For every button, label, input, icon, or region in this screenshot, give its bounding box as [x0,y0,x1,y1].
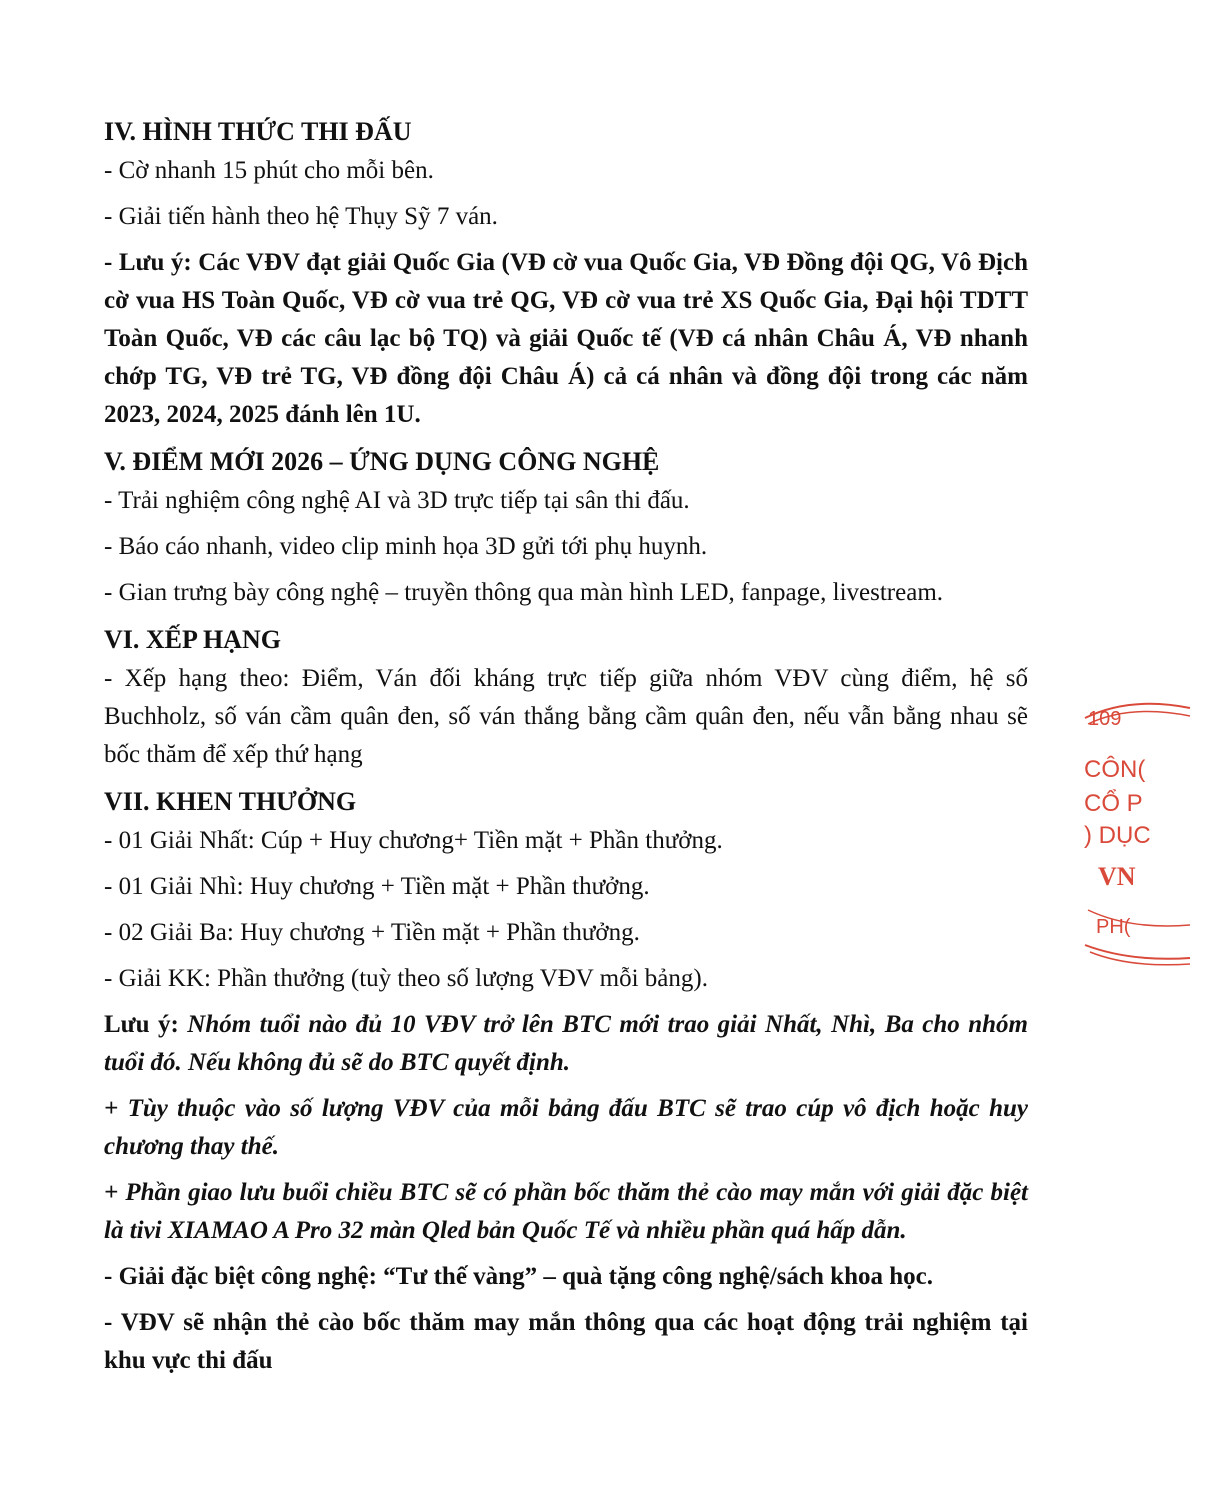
list-item: - 02 Giải Ba: Huy chương + Tiền mặt + Phần thưởng. [104,919,640,946]
note-label: Lưu ý: [104,1011,179,1038]
list-item: - Giải KK: Phần thưởng (tuỳ theo số lượng VĐV mỗi bảng). [104,965,708,992]
official-stamp [1070,690,1151,965]
section-vii-extra-1: + Tùy thuộc vào số lượng VĐV của mỗi bảng đấu BTC sẽ trao cúp vô địch hoặc huy chương thay thế. [104,1095,1028,1160]
stamp-text: 109 [1088,708,1122,730]
section-vii-extra-2: + Phần giao lưu buổi chiều BTC sẽ có phần bốc thăm thẻ cào may mắn với giải đặc biệt là tivi XIAMAO A Pro 32 màn Qled bản Quốc Tế và nhiều phần quá hấp dẫn. [104,1179,1028,1244]
section-vi-heading: VI. XẾP HẠNG [104,625,281,654]
section-vii-special: - Giải đặc biệt công nghệ: “Tư thế vàng” – quà tặng công nghệ/sách khoa học. [104,1263,933,1290]
section-v-heading: V. ĐIỂM MỚI 2026 – ỨNG DỤNG CÔNG NGHỆ [104,447,660,476]
list-item: - Trải nghiệm công nghệ AI và 3D trực tiếp tại sân thi đấu. [104,487,690,514]
list-item: - Cờ nhanh 15 phút cho mỗi bên. [104,157,434,184]
section-vii-heading: VII. KHEN THƯỞNG [104,787,357,816]
list-item: - Gian trưng bày công nghệ – truyền thông qua màn hình LED, fanpage, livestream. [104,579,944,606]
section-iv-note: - Lưu ý: Các VĐV đạt giải Quốc Gia (VĐ cờ vua Quốc Gia, VĐ Đồng đội QG, Vô Địch cờ vua HS Toàn Quốc, VĐ cờ vua trẻ QG, VĐ cờ vua trẻ XS Quốc Gia, Đại hội TDTT Toàn Quốc, VĐ các câu lạc bộ TQ) và giải Quốc tế (VĐ cá nhân Châu Á, VĐ nhanh chớp TG, VĐ trẻ TG, VĐ đồng đội Châu Á) cả cá nhân và đồng đội trong các năm 2023, 2024, 2025 đánh lên 1U. [104,249,1028,428]
stamp-text: ) DỤC [1084,822,1151,849]
stamp-text: VN [1098,862,1136,891]
document-body [104,112,1028,1388]
stamp-text: CÔN( [1084,756,1146,783]
section-vi-text: - Xếp hạng theo: Điểm, Ván đối kháng trực tiếp giữa nhóm VĐV cùng điểm, hệ số Buchholz, số ván cầm quân đen, số ván thắng bằng cầm quân đen, nếu vẫn bằng nhau sẽ bốc thăm để xếp thứ hạng [104,665,1028,768]
note-text: Nhóm tuổi nào đủ 10 VĐV trở lên BTC mới trao giải Nhất, Nhì, Ba cho nhóm tuổi đó. Nếu không đủ sẽ do BTC quyết định. [104,1011,1028,1076]
list-item: - Giải tiến hành theo hệ Thụy Sỹ 7 ván. [104,203,498,230]
list-item: - 01 Giải Nhì: Huy chương + Tiền mặt + Phần thưởng. [104,873,650,900]
section-vii-note [104,1006,1028,1082]
stamp-text: CỔ P [1084,790,1143,817]
list-item: - 01 Giải Nhất: Cúp + Huy chương+ Tiền mặt + Phần thưởng. [104,827,723,854]
section-iv-heading: IV. HÌNH THỨC THI ĐẤU [104,117,412,146]
section-vii-lucky: - VĐV sẽ nhận thẻ cào bốc thăm may mắn thông qua các hoạt động trải nghiệm tại khu vực thi đấu [104,1309,1028,1374]
stamp-text: PH( [1096,916,1131,938]
list-item: - Báo cáo nhanh, video clip minh họa 3D gửi tới phụ huynh. [104,533,708,560]
